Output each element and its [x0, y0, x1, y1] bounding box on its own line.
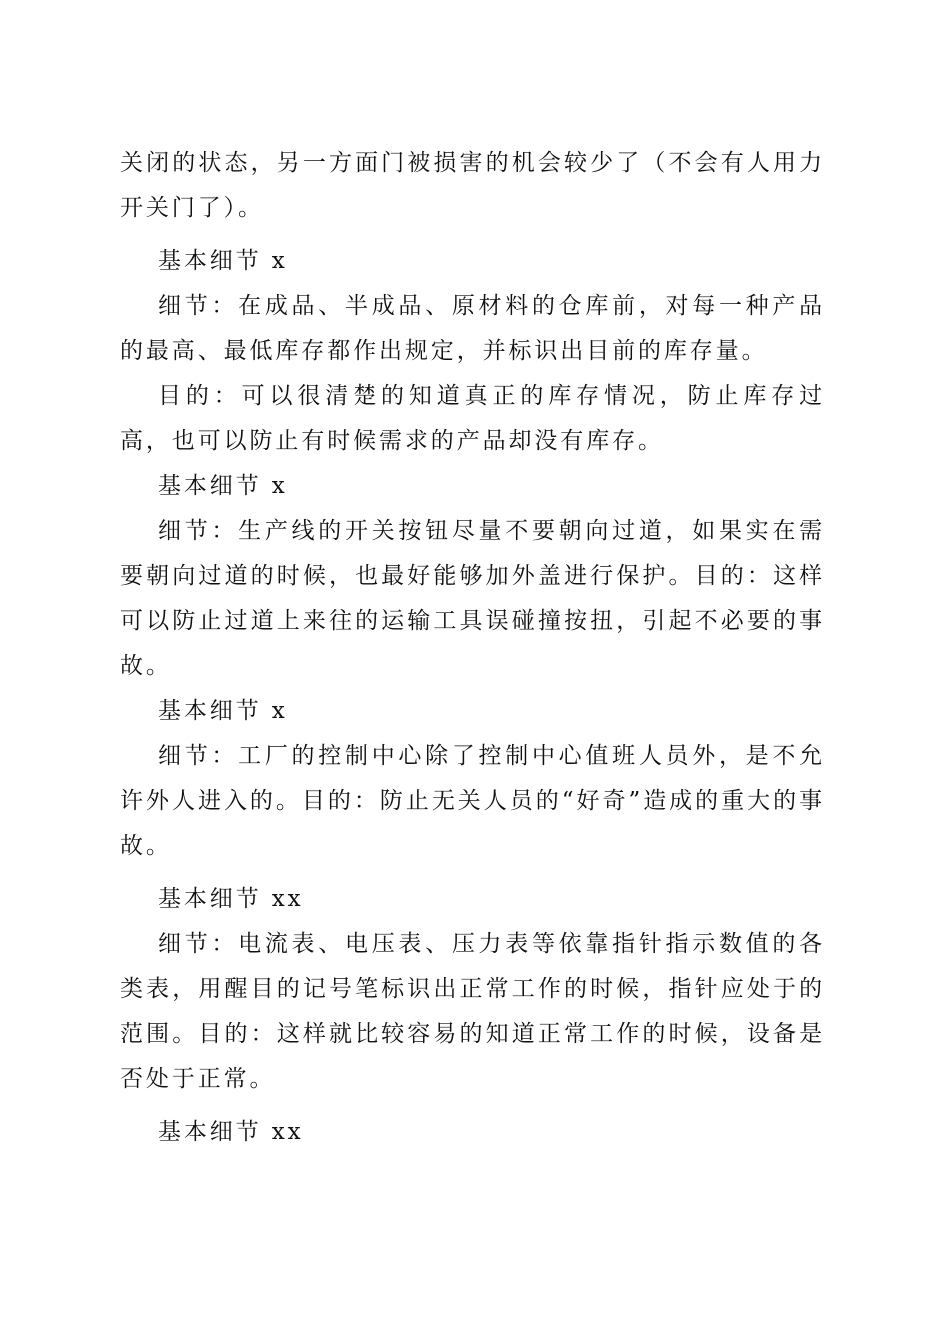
section-heading: 基本细节 x	[158, 473, 288, 499]
section-heading: 基本细节 x	[158, 248, 288, 274]
section-heading: 基本细节 x	[158, 698, 288, 724]
section-heading: 基本细节 xx	[158, 886, 304, 912]
document-body	[120, 141, 825, 1155]
paragraph-door-continuation: 关闭的状态，另一方面门被损害的机会较少了（不会有人用力开关门了）。	[120, 150, 825, 221]
paragraph-switch-buttons: 细节：生产线的开关按钮尽量不要朝向过道，如果实在需要朝向过道的时候，也最好能够加外盖进行保护。目的：这样可以防止过道上来往的运输工具误碰撞按扭，引起不必要的事故。	[120, 518, 825, 679]
paragraph-inventory-purpose: 目的：可以很清楚的知道真正的库存情况，防止库存过高，也可以防止有时候需求的产品却没有库存。	[120, 383, 825, 454]
section-heading: 基本细节 xx	[158, 1119, 304, 1145]
paragraph-control-center: 细节：工厂的控制中心除了控制中心值班人员外，是不允许外人进入的。目的：防止无关人员的“好奇”造成的重大的事故。	[120, 743, 825, 859]
paragraph-meters: 细节：电流表、电压表、压力表等依靠指针指示数值的各类表，用醒目的记号笔标识出正常工作的时候，指针应处于的范围。目的：这样就比较容易的知道正常工作的时候，设备是否处于正常。	[120, 931, 825, 1092]
paragraph-inventory-detail: 细节：在成品、半成品、原材料的仓库前，对每一种产品的最高、最低库存都作出规定，并标识出目前的库存量。	[120, 293, 825, 364]
